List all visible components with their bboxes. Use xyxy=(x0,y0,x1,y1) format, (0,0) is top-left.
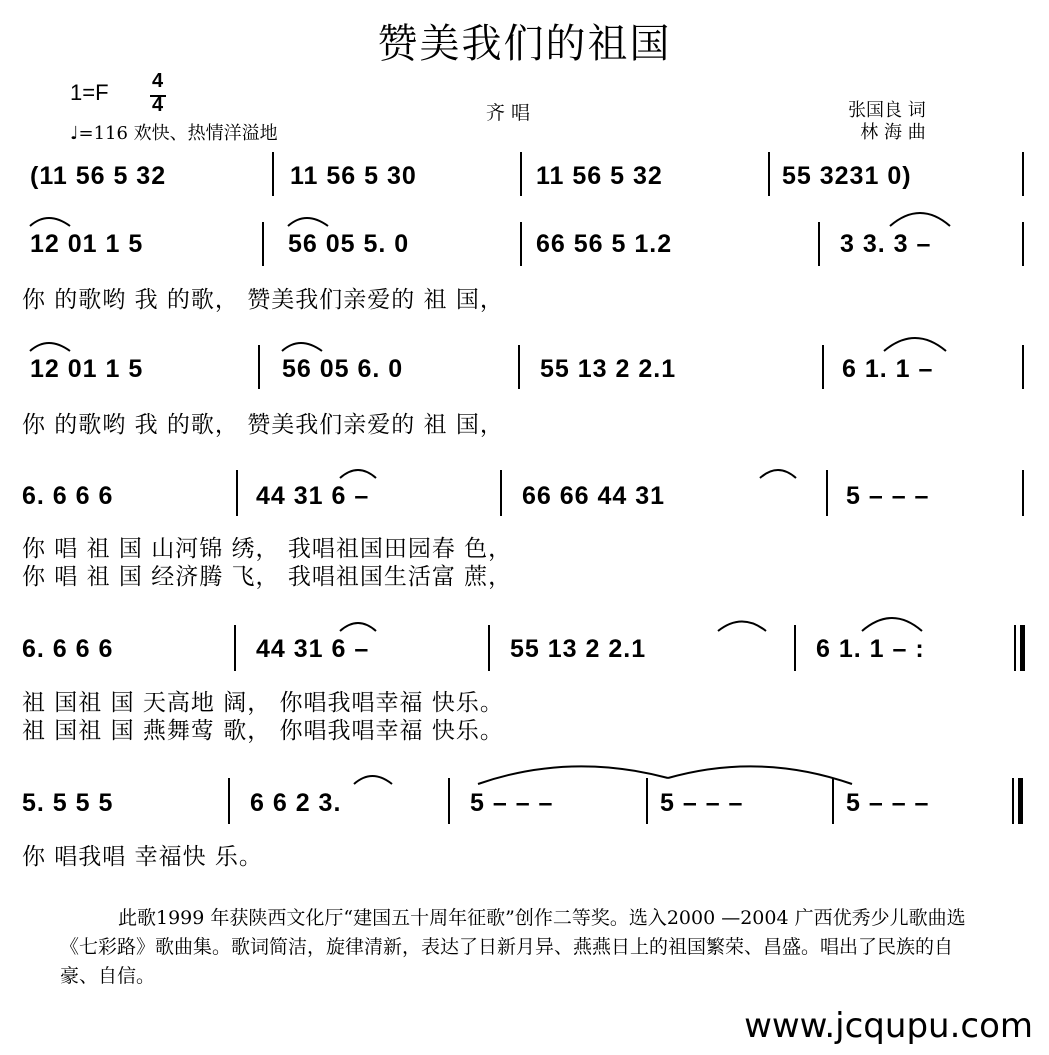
slur xyxy=(718,622,766,632)
row2-measure2: 56 05 5. 0 xyxy=(288,230,410,258)
time-signature-bottom: 4 xyxy=(152,94,164,116)
row2-measure3: 66 56 5 1.2 xyxy=(536,230,673,258)
slur xyxy=(340,470,376,478)
slur xyxy=(288,218,328,226)
slur xyxy=(340,623,376,631)
row2-lyrics: 你 的歌哟 我 的歌， 赞美我们亲爱的 祖 国， xyxy=(22,287,504,313)
row1-measure4: 55 3231 0) xyxy=(782,162,912,190)
row5-measure1: 6. 6 6 6 xyxy=(22,635,114,663)
lyricist: 张国良 词 xyxy=(848,100,926,121)
row3-measure2: 56 05 6. 0 xyxy=(282,355,404,383)
slur xyxy=(760,470,796,478)
slur xyxy=(668,766,852,784)
row3-measure4: 6 1. 1 – xyxy=(842,355,934,383)
row6-measure3: 5 – – – xyxy=(470,789,554,817)
slur xyxy=(30,343,70,351)
row3-measure3: 55 13 2 2.1 xyxy=(540,355,677,383)
row5-lyrics-verse1: 祖 国祖 国 天高地 阔， 你唱我唱幸福 快乐。 xyxy=(22,690,504,716)
slur xyxy=(862,618,922,631)
slur xyxy=(30,218,70,226)
song-title: 赞美我们的祖国 xyxy=(377,21,672,67)
composer: 林 海 曲 xyxy=(860,122,926,143)
row4-lyrics-verse1: 你 唱 祖 国 山河锦 绣， 我唱祖国田园春 色， xyxy=(22,536,513,562)
row5-measure4: 6 1. 1 – : xyxy=(816,635,925,663)
row1-measure1: (11 56 5 32 xyxy=(30,162,167,190)
row3-measure1: 12 01 1 5 xyxy=(30,355,144,383)
row5-lyrics-verse2: 祖 国祖 国 燕舞莺 歌， 你唱我唱幸福 快乐。 xyxy=(22,718,504,744)
row4-measure3: 66 66 44 31 xyxy=(522,482,666,510)
row6-lyrics: 你 唱我唱 幸福快 乐。 xyxy=(22,844,263,870)
slur xyxy=(478,766,668,784)
row5-measure3: 55 13 2 2.1 xyxy=(510,635,647,663)
row4-lyrics-verse2: 你 唱 祖 国 经济腾 飞， 我唱祖国生活富 蔗， xyxy=(22,564,513,590)
row4-measure4: 5 – – – xyxy=(846,482,930,510)
row6-measure2: 6 6 2 3. xyxy=(250,789,342,817)
row2-measure4: 3 3. 3 – xyxy=(840,230,932,258)
song-note: 此歌1999 年获陕西文化厅“建国五十周年征歌”创作二等奖。选入2000 —2004 广西优秀少儿歌曲选《七彩路》歌曲集。歌词简洁，旋律清新，表达了日新月异、燕燕日上的祖国繁荣、昌盛。唱出了民族的自豪、自信。 xyxy=(60,907,966,987)
slur xyxy=(884,338,946,351)
row4-measure2: 44 31 6 – xyxy=(256,482,370,510)
key-signature: 1=F xyxy=(70,80,109,105)
row5-measure2: 44 31 6 – xyxy=(256,635,370,663)
performance-mode: 齐 唱 xyxy=(486,102,531,124)
slur xyxy=(282,343,322,351)
row3-lyrics: 你 的歌哟 我 的歌， 赞美我们亲爱的 祖 国， xyxy=(22,412,504,438)
row6-measure5: 5 – – – xyxy=(846,789,930,817)
row6-measure4: 5 – – – xyxy=(660,789,744,817)
time-signature-top: 4 xyxy=(152,70,164,92)
row2-measure1: 12 01 1 5 xyxy=(30,230,144,258)
slur xyxy=(354,776,392,784)
row1-measure2: 11 56 5 30 xyxy=(290,162,417,190)
tempo-marking: ♩=116 欢快、热情洋溢地 xyxy=(70,123,278,144)
row4-measure1: 6. 6 6 6 xyxy=(22,482,114,510)
site-watermark: www.jcqupu.com xyxy=(744,1006,1033,1046)
row1-measure3: 11 56 5 32 xyxy=(536,162,663,190)
row6-measure1: 5. 5 5 5 xyxy=(22,789,114,817)
slur xyxy=(890,213,950,226)
